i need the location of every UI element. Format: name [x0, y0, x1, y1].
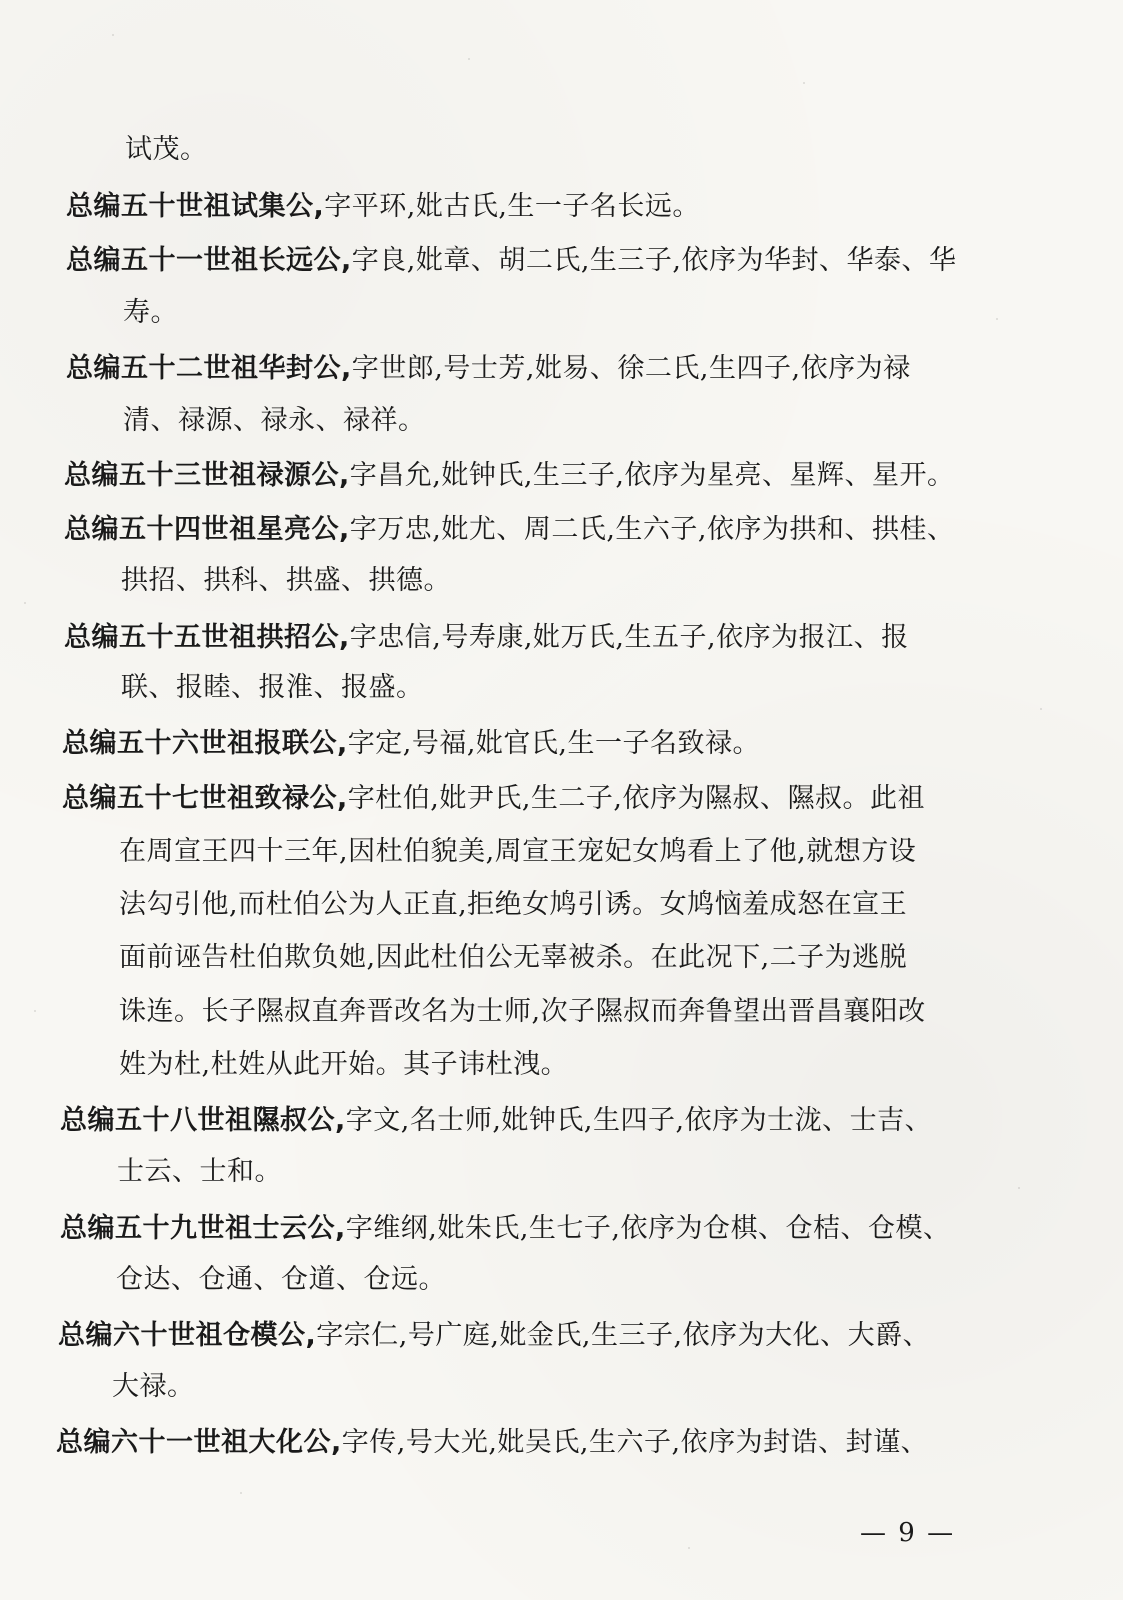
text-line: 总编五十一世祖长远公,字良,妣章、胡二氏,生三子,依序为华封、华泰、华: [66, 245, 957, 276]
scan-speck: [468, 58, 470, 60]
scan-speck: [240, 1492, 242, 1494]
text-line: 试茂。: [125, 134, 208, 165]
text-line: 总编五十六世祖报联公,字定,号福,妣官氏,生一子名致禄。: [62, 728, 761, 759]
text-line: 总编五十五世祖拱招公,字忠信,号寿康,妣万氏,生五子,依序为报江、报: [64, 622, 909, 653]
text-line: 士云、士和。: [117, 1156, 282, 1187]
text-line: 联、报睦、报淮、报盛。: [121, 672, 424, 703]
scan-speck: [1018, 1187, 1020, 1189]
scan-speck: [996, 318, 998, 320]
text-line: 总编五十九世祖士云公,字维纲,妣朱氏,生七子,依序为仓棋、仓桔、仓模、: [60, 1213, 951, 1244]
scan-speck: [1040, 708, 1042, 710]
text-line: 清、禄源、禄永、禄祥。: [123, 405, 426, 436]
text-line: 仓达、仓通、仓道、仓远。: [116, 1264, 446, 1295]
text-line: 总编六十一世祖大化公,字传,号大光,妣吴氏,生六子,依序为封诰、封谨、: [56, 1427, 929, 1458]
text-line: 总编六十世祖仓模公,字宗仁,号广庭,妣金氏,生三子,依序为大化、大爵、: [58, 1320, 931, 1351]
text-line: 寿。: [123, 297, 178, 328]
text-line: 总编五十世祖试集公,字平环,妣古氏,生一子名长远。: [66, 191, 700, 222]
page-number: — 9 —: [860, 1518, 956, 1548]
text-line: 拱招、拱科、拱盛、拱德。: [121, 565, 451, 596]
scan-speck: [688, 1547, 690, 1549]
text-line: 总编五十七世祖致禄公,字杜伯,妣尹氏,生二子,依序为隰叔、隰叔。此祖: [62, 783, 926, 814]
scan-speck: [34, 1010, 36, 1012]
text-line: 大禄。: [112, 1371, 195, 1402]
text-line: 总编五十八世祖隰叔公,字文,名士师,妣钟氏,生四子,依序为士泷、士吉、: [60, 1105, 933, 1136]
text-line: 总编五十四世祖星亮公,字万忠,妣尤、周二氏,生六子,依序为拱和、拱桂、: [64, 514, 955, 545]
scan-speck: [112, 34, 114, 36]
text-line: 在周宣王四十三年,因杜伯貌美,周宣王宠妃女鸠看上了他,就想方设: [119, 836, 917, 867]
text-line: 法勾引他,而杜伯公为人正直,拒绝女鸠引诱。女鸠恼羞成怒在宣王: [119, 889, 908, 920]
text-line: 总编五十三世祖禄源公,字昌允,妣钟氏,生三子,依序为星亮、星辉、星开。: [64, 460, 955, 491]
text-line: 诛连。长子隰叔直奔晋改名为士师,次子隰叔而奔鲁望出晋昌襄阳改: [119, 996, 926, 1027]
scan-speck: [803, 82, 805, 84]
text-line: 姓为杜,杜姓从此开始。其子讳杜洩。: [119, 1049, 569, 1080]
scan-speck: [24, 602, 26, 604]
text-line: 总编五十二世祖华封公,字世郎,号士芳,妣易、徐二氏,生四子,依序为禄: [66, 353, 911, 384]
text-line: 面前诬告杜伯欺负她,因此杜伯公无辜被杀。在此况下,二子为逃脱: [119, 942, 908, 973]
